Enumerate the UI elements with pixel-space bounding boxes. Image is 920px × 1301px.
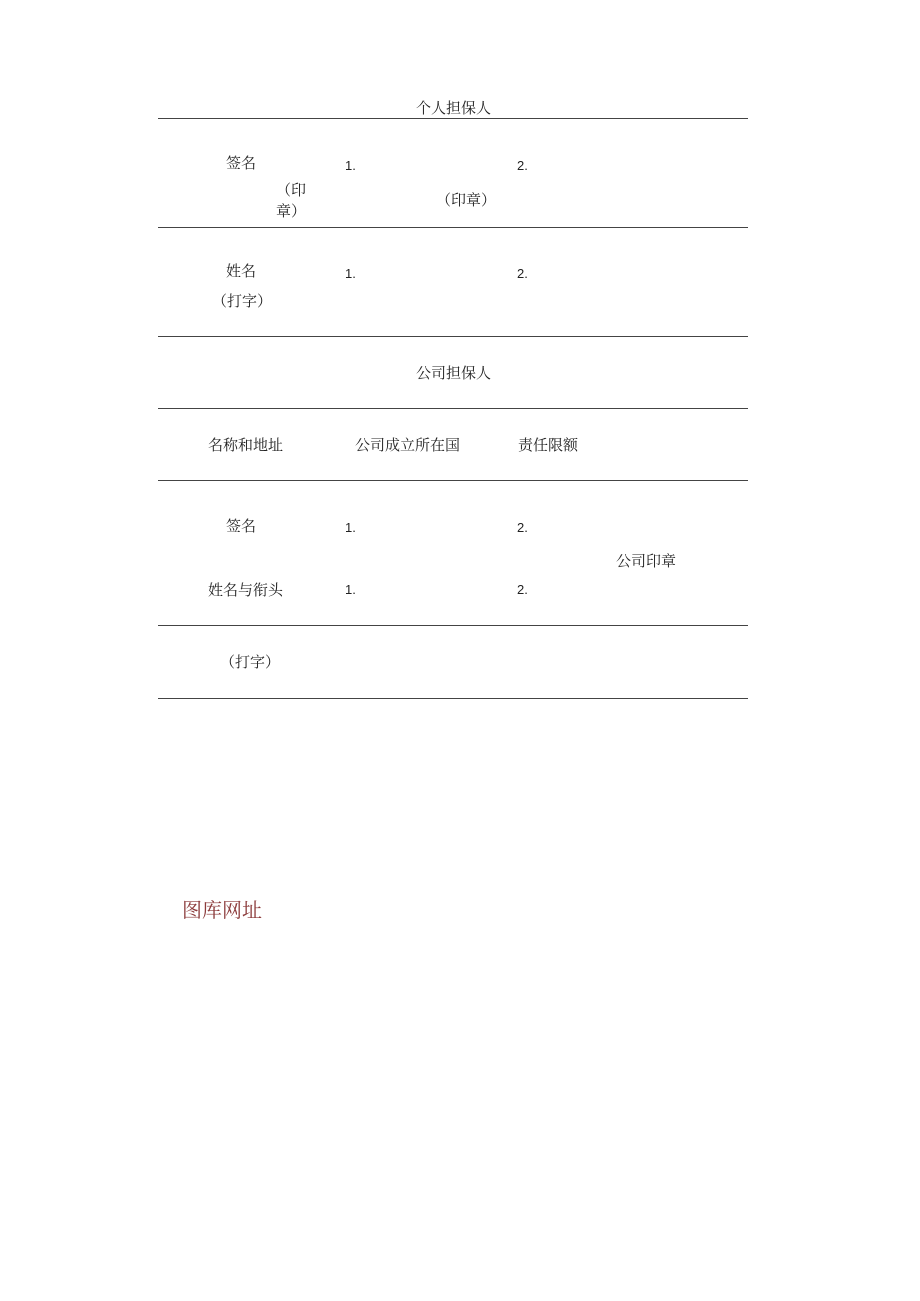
company-guarantor-heading: 公司担保人	[416, 364, 492, 382]
company-seal-label: 公司印章	[616, 552, 677, 570]
divider-line	[158, 118, 748, 119]
company-signature-number-1: 1.	[345, 520, 356, 535]
company-typed-note: （打字）	[220, 653, 281, 671]
seal-note-right: （印章）	[436, 191, 497, 209]
divider-line	[158, 480, 748, 481]
divider-line	[158, 227, 748, 228]
column-liability-limit: 责任限额	[518, 436, 579, 454]
seal-note-left-line1: （印	[276, 181, 307, 199]
seal-note-left-line2: 章）	[276, 202, 307, 220]
typed-note: （打字）	[212, 292, 273, 310]
company-signature-label: 签名	[226, 517, 257, 535]
divider-line	[158, 336, 748, 337]
name-label: 姓名	[226, 262, 257, 280]
column-name-address: 名称和地址	[208, 436, 284, 454]
signature-number-1: 1.	[345, 158, 356, 173]
name-title-number-2: 2.	[517, 582, 528, 597]
company-signature-number-2: 2.	[517, 520, 528, 535]
signature-label: 签名	[226, 154, 257, 172]
divider-line	[158, 698, 748, 699]
column-country-of-incorporation: 公司成立所在国	[355, 436, 461, 454]
individual-guarantor-heading: 个人担保人	[416, 99, 492, 117]
name-number-1: 1.	[345, 266, 356, 281]
divider-line	[158, 408, 748, 409]
signature-number-2: 2.	[517, 158, 528, 173]
name-title-number-1: 1.	[345, 582, 356, 597]
name-title-label: 姓名与衔头	[208, 581, 284, 599]
name-number-2: 2.	[517, 266, 528, 281]
gallery-link[interactable]: 图库网址	[182, 898, 262, 922]
divider-line	[158, 625, 748, 626]
